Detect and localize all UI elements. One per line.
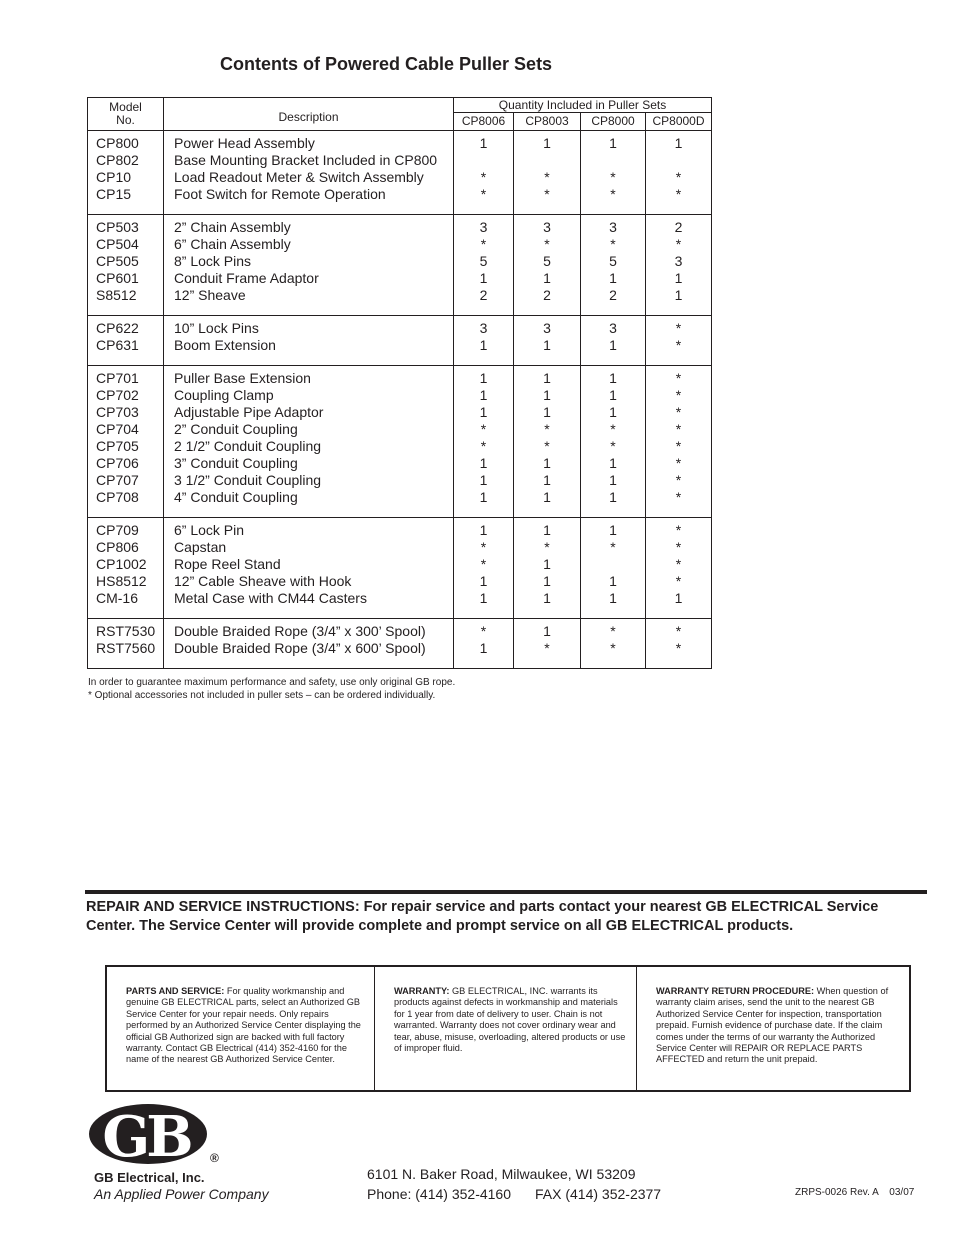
description-cell [164,215,454,316]
description: 3” Conduit Coupling [174,455,298,471]
quantity: 1 [543,556,551,572]
description: Conduit Frame Adaptor [174,270,319,286]
model-no: CP622 [96,320,139,336]
quantity: * [675,472,682,488]
quantity: 1 [479,455,488,471]
header-description: Description [164,98,454,131]
quantity [646,152,711,169]
header-set: CP8006 [454,113,514,131]
quantity: * [675,320,682,336]
footnotes [88,676,455,702]
model-no: CP505 [96,253,139,269]
quantity: * [544,640,550,656]
quantity: 1 [543,404,551,420]
quantity [514,152,580,169]
quantity: 1 [479,404,488,420]
row-group [88,131,712,215]
quantity: 1 [543,590,551,606]
description: 2” Chain Assembly [174,219,291,235]
description: 2 1/2” Conduit Coupling [174,438,322,454]
quantity: * [544,236,550,252]
quantity: * [675,489,682,505]
description: 3 1/2” Conduit Coupling [174,472,322,488]
quantity: * [480,169,487,185]
quantity: 3 [543,219,551,235]
quantity-cell [646,131,712,215]
quantity: 2 [543,287,551,303]
description: Coupling Clamp [174,387,274,403]
quantity-cell [514,316,581,366]
model-no: CP705 [96,438,139,454]
model-no: CP709 [96,522,139,538]
model-no: CP701 [96,370,139,386]
description-cell [164,316,454,366]
description: Capstan [174,539,227,555]
quantity-cell [514,366,581,518]
quantity-cell [581,518,646,619]
quantity: 3 [543,320,551,336]
quantity-cell [646,316,712,366]
quantity: 1 [609,489,617,505]
quantity: 1 [543,337,551,353]
quantity: 2 [609,287,617,303]
quantity-cell [514,518,581,619]
model-no: HS8512 [96,573,147,589]
description: Puller Base Extension [174,370,311,386]
description: Boom Extension [174,337,276,353]
model-no: CP704 [96,421,139,437]
quantity: 1 [609,387,617,403]
company-tagline: An Applied Power Company [94,1186,269,1202]
quantity [581,556,645,573]
quantity: 3 [479,320,488,336]
model-no: CP631 [96,337,139,353]
model-no: CP708 [96,489,139,505]
quantity: * [544,169,550,185]
model-no: RST7530 [96,623,156,639]
quantity: 1 [479,640,488,656]
model-no: CP601 [96,270,139,286]
quantity: * [675,236,682,252]
quantity: * [675,404,682,420]
parts-service-box: PARTS AND SERVICE: For quality workmanship and genuine GB ELECTRICAL parts, select an Authorized GB Service Center for your repair needs. Only repairs performed by an Authorized Service Center displaying the official GB Authorized sign are backed with full factory warranty. Contact GB Electrical (414) 352-4160 for the name of the nearest GB Authorized Service Center. [107,967,375,1090]
model-no: CP702 [96,387,139,403]
quantity: * [480,421,487,437]
model-no: CP707 [96,472,139,488]
quantity: 1 [609,573,617,589]
description: 6” Lock Pin [174,522,245,538]
quantity-cell [514,619,581,669]
phone: Phone: (414) 352-4160 [367,1186,511,1202]
header-set: CP8003 [514,113,581,131]
model-no: CP706 [96,455,139,471]
model-no: CP15 [96,186,132,202]
quantity-cell [454,518,514,619]
description: 12” Sheave [174,287,246,303]
quantity: * [675,421,682,437]
quantity: 1 [479,370,488,386]
quantity: 1 [609,404,617,420]
quantity-cell [646,619,712,669]
quantity-cell [454,131,514,215]
quantity: * [610,169,616,185]
quantity: 1 [543,623,551,639]
description: Rope Reel Stand [174,556,281,572]
quantity: 1 [479,573,488,589]
quantity: 1 [609,370,617,386]
quantity: * [544,438,550,454]
model-no: CP800 [96,135,139,151]
description: 2” Conduit Coupling [174,421,298,437]
quantity-cell [581,131,646,215]
quantity: 1 [543,522,551,538]
quantity: * [610,539,616,555]
description: Power Head Assembly [174,135,315,151]
quantity: * [480,623,487,639]
description: 12” Cable Sheave with Hook [174,573,352,589]
quantity: 1 [543,573,551,589]
gb-logo [88,1098,223,1173]
quantity [581,152,645,169]
quantity: 5 [543,253,551,269]
svg-text:GB: GB [102,1104,190,1168]
model-cell [88,619,164,669]
quantity: 1 [479,135,488,151]
quantity-cell [454,215,514,316]
quantity: * [675,438,682,454]
street-address: 6101 N. Baker Road, Milwaukee, WI 53209 [367,1166,636,1182]
quantity: 1 [609,135,617,151]
quantity: 1 [609,590,617,606]
quantity: * [610,623,616,639]
quantity-cell [646,366,712,518]
quantity: 1 [609,472,617,488]
warranty-return-box: WARRANTY RETURN PROCEDURE: When question of warranty claim arises, send the unit to the nearest GB Authorized Service Center for inspection, transportation prepaid. Furnish evidence of purchase date. If the claim comes under the terms of our warranty the Authorized Service Center will REPAIR OR REPLACE PARTS AFFECTED and return the unit prepaid. [656,986,889,1065]
description-cell [164,619,454,669]
quantity: 1 [479,489,488,505]
quantity: 1 [479,472,488,488]
quantity: 1 [609,455,617,471]
description: Metal Case with CM44 Casters [174,590,367,606]
model-no: CP504 [96,236,139,252]
quantity: * [544,421,550,437]
quantity: 1 [674,287,683,303]
quantity: 5 [479,253,488,269]
document-code: ZRPS-0026 Rev. A 03/07 [795,1187,915,1198]
quantity: * [675,640,682,656]
description: 10” Lock Pins [174,320,259,336]
description: Double Braided Rope (3/4” x 600’ Spool) [174,640,426,656]
quantity: * [544,539,550,555]
divider [85,890,927,894]
description: 6” Chain Assembly [174,236,291,252]
description: Adjustable Pipe Adaptor [174,404,324,420]
model-cell [88,131,164,215]
description-cell [164,518,454,619]
model-no: CP10 [96,169,132,185]
description: 8” Lock Pins [174,253,252,269]
quantity: 1 [479,387,488,403]
footnote: In order to guarantee maximum performance and safety, use only original GB rope. [88,677,456,688]
model-cell [88,215,164,316]
description: Double Braided Rope (3/4” x 300’ Spool) [174,623,426,639]
description: Base Mounting Bracket Included in CP800 [174,152,438,168]
warranty-box: WARRANTY: GB ELECTRICAL, INC. warrants its products against defects in workmanship and materials for 1 year from date of delivery to user. Chain is not warranted. Warranty does not cover ordinary wear and tear, abuse, misuse, overloading, altered products or use of improper fluid. [375,967,637,1090]
quantity: 1 [543,135,551,151]
model-cell [88,518,164,619]
row-group [88,215,712,316]
quantity: 1 [609,337,617,353]
fax: FAX (414) 352-2377 [535,1186,662,1202]
header-set: CP8000 [581,113,646,131]
quantity-cell [454,316,514,366]
quantity-cell [646,215,712,316]
quantity: * [675,539,682,555]
quantity-cell [646,518,712,619]
footnote: * Optional accessories not included in puller sets – can be ordered individually. [88,690,436,701]
quantity-cell [581,215,646,316]
quantity-cell [581,316,646,366]
quantity: 1 [543,472,551,488]
model-no: CP703 [96,404,139,420]
quantity: 2 [674,219,683,235]
quantity: * [610,421,616,437]
quantity: 1 [674,590,683,606]
model-no: CP802 [96,152,139,168]
quantity: 1 [543,370,551,386]
model-cell [88,316,164,366]
row-group [88,518,712,619]
quantity: * [480,556,487,572]
quantity: * [675,455,682,471]
header-set: CP8000D [646,113,712,131]
quantity-cell [581,366,646,518]
row-group [88,316,712,366]
model-no: S8512 [96,287,137,303]
quantity: 1 [543,387,551,403]
quantity: * [610,236,616,252]
quantity: 1 [479,522,488,538]
quantity: * [610,186,616,202]
quantity: * [675,387,682,403]
repair-instructions: REPAIR AND SERVICE INSTRUCTIONS: For repair service and parts contact your nearest GB ELECTRICAL Service Center. The Service Center will provide complete and prompt service on all GB ELECTRICAL products. [86,899,879,934]
header-quantity: Quantity Included in Puller Sets [454,98,712,113]
quantity: 2 [479,287,488,303]
quantity-cell [514,215,581,316]
quantity: 1 [479,590,488,606]
quantity: * [675,556,682,572]
service-boxes [105,965,911,1092]
quantity: 1 [543,270,551,286]
svg-text:®: ® [210,1151,219,1165]
quantity: * [610,640,616,656]
quantity: 1 [674,135,683,151]
quantity: * [675,169,682,185]
description: Load Readout Meter & Switch Assembly [174,169,424,185]
quantity: 1 [543,455,551,471]
header-model: Model No. [88,98,164,131]
quantity: * [544,186,550,202]
quantity: * [675,522,682,538]
quantity-cell [514,131,581,215]
quantity: 1 [479,270,488,286]
model-no: CM-16 [96,590,139,606]
quantity: * [480,186,487,202]
quantity [454,152,513,169]
model-cell [88,366,164,518]
row-group [88,619,712,669]
quantity: 1 [479,337,488,353]
company-info [94,1169,269,1203]
quantity-cell [454,619,514,669]
quantity: 3 [479,219,488,235]
model-no: RST7560 [96,640,156,656]
quantity: 3 [609,219,617,235]
model-no: CP503 [96,219,139,235]
address [367,1164,661,1204]
description: Foot Switch for Remote Operation [174,186,386,202]
quantity-cell [581,619,646,669]
quantity-cell [454,366,514,518]
quantity: 1 [674,270,683,286]
quantity: 1 [609,522,617,538]
quantity: * [675,337,682,353]
description: 4” Conduit Coupling [174,489,298,505]
quantity: * [675,573,682,589]
page-title: Contents of Powered Cable Puller Sets [220,54,553,74]
quantity: * [675,186,682,202]
row-group [88,366,712,518]
quantity: 1 [543,489,551,505]
model-no: CP1002 [96,556,147,572]
company-name: GB Electrical, Inc. [94,1170,205,1185]
quantity: 3 [609,320,617,336]
quantity: * [480,539,487,555]
quantity: 1 [609,270,617,286]
contents-table [87,97,712,669]
quantity: 3 [674,253,683,269]
quantity: * [675,370,682,386]
model-no: CP806 [96,539,139,555]
quantity: * [610,438,616,454]
quantity: * [480,438,487,454]
quantity: * [480,236,487,252]
quantity: * [675,623,682,639]
quantity: 5 [609,253,617,269]
description-cell [164,131,454,215]
description-cell [164,366,454,518]
